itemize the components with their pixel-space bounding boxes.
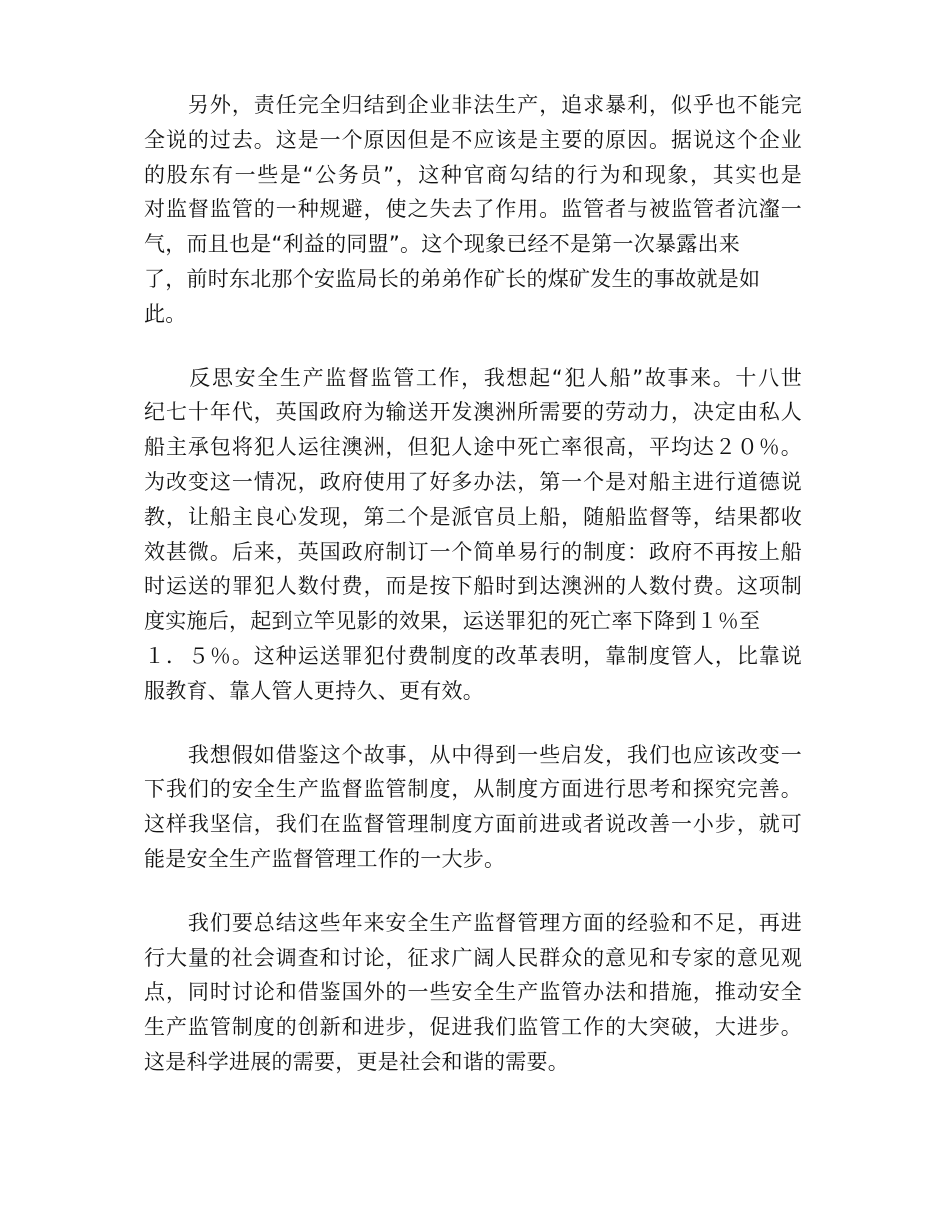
paragraph-3 xyxy=(144,738,802,877)
paragraph-1 xyxy=(144,88,802,332)
paragraph-line: 为改变这一情况，政府使用了好多办法，第一个是对船主进行道德说 xyxy=(144,469,802,494)
paragraph-line: 船主承包将犯人运往澳洲，但犯人途中死亡率很高，平均达２０％。 xyxy=(144,435,802,460)
paragraph-line: 这是科学进展的需要，更是社会和谐的需要。 xyxy=(144,1049,569,1074)
paragraph-line: 度实施后，起到立竿见影的效果，运送罪犯的死亡率下降到１％至 xyxy=(144,609,761,634)
paragraph-line: 行大量的社会调查和讨论，征求广阔人民群众的意见和专家的意见观 xyxy=(144,945,802,970)
paragraph-line: 另外，责任完全归结到企业非法生产，追求暴利，似乎也不能完 xyxy=(144,93,802,117)
paragraph-line: 教，让船主良心发现，第二个是派官员上船，随船监督等，结果都收 xyxy=(144,504,802,529)
paragraph-line: 下我们的安全生产监督监管制度，从制度方面进行思考和探究完善。 xyxy=(144,777,802,802)
paragraph-line: 我想假如借鉴这个故事，从中得到一些启发，我们也应该改变一 xyxy=(144,742,802,767)
document-page xyxy=(144,88,802,1109)
paragraph-line: 生产监管制度的创新和进步，促进我们监管工作的大突破，大进步。 xyxy=(144,1015,802,1040)
paragraph-line: 点，同时讨论和借鉴国外的一些安全生产监管办法和措施，推动安全 xyxy=(144,980,802,1005)
paragraph-line: 时运送的罪犯人数付费，而是按下船时到达澳洲的人数付费。这项制 xyxy=(144,574,802,599)
paragraph-line: 能是安全生产监督管理工作的一大步。 xyxy=(144,846,506,871)
paragraph-line: 了，前时东北那个安监局长的弟弟作矿长的煤矿发生的事故就是如 xyxy=(144,266,761,291)
paragraph-2 xyxy=(144,361,802,709)
paragraph-line: 这样我坚信，我们在监督管理制度方面前进或者说改善一小步，就可 xyxy=(144,812,802,837)
paragraph-line: １．５％。这种运送罪犯付费制度的改革表明，靠制度管人，比靠说 xyxy=(144,643,802,668)
paragraph-line: 对监督监管的一种规避，使之失去了作用。监管者与被监管者沆瀣一 xyxy=(144,197,802,222)
paragraph-line: 效甚微。后来，英国政府制订一个简单易行的制度：政府不再按上船 xyxy=(144,539,802,564)
paragraph-line: 气，而且也是“利益的同盟”。这个现象已经不是第一次暴露出来 xyxy=(144,232,741,257)
paragraph-line: 服教育、靠人管人更持久、更有效。 xyxy=(144,678,484,703)
paragraph-line: 反思安全生产监督监管工作，我想起“犯人船”故事来。十八世 xyxy=(144,365,802,390)
paragraph-line: 此。 xyxy=(144,301,187,326)
paragraph-4 xyxy=(144,906,802,1080)
paragraph-line: 纪七十年代，英国政府为输送开发澳洲所需要的劳动力，决定由私人 xyxy=(144,400,802,425)
paragraph-line: 的股东有一些是“公务员”，这种官商勾结的行为和现象，其实也是 xyxy=(144,162,802,187)
paragraph-line: 我们要总结这些年来安全生产监督管理方面的经验和不足，再进 xyxy=(144,910,802,935)
paragraph-line: 全说的过去。这是一个原因但是不应该是主要的原因。据说这个企业 xyxy=(144,127,802,152)
